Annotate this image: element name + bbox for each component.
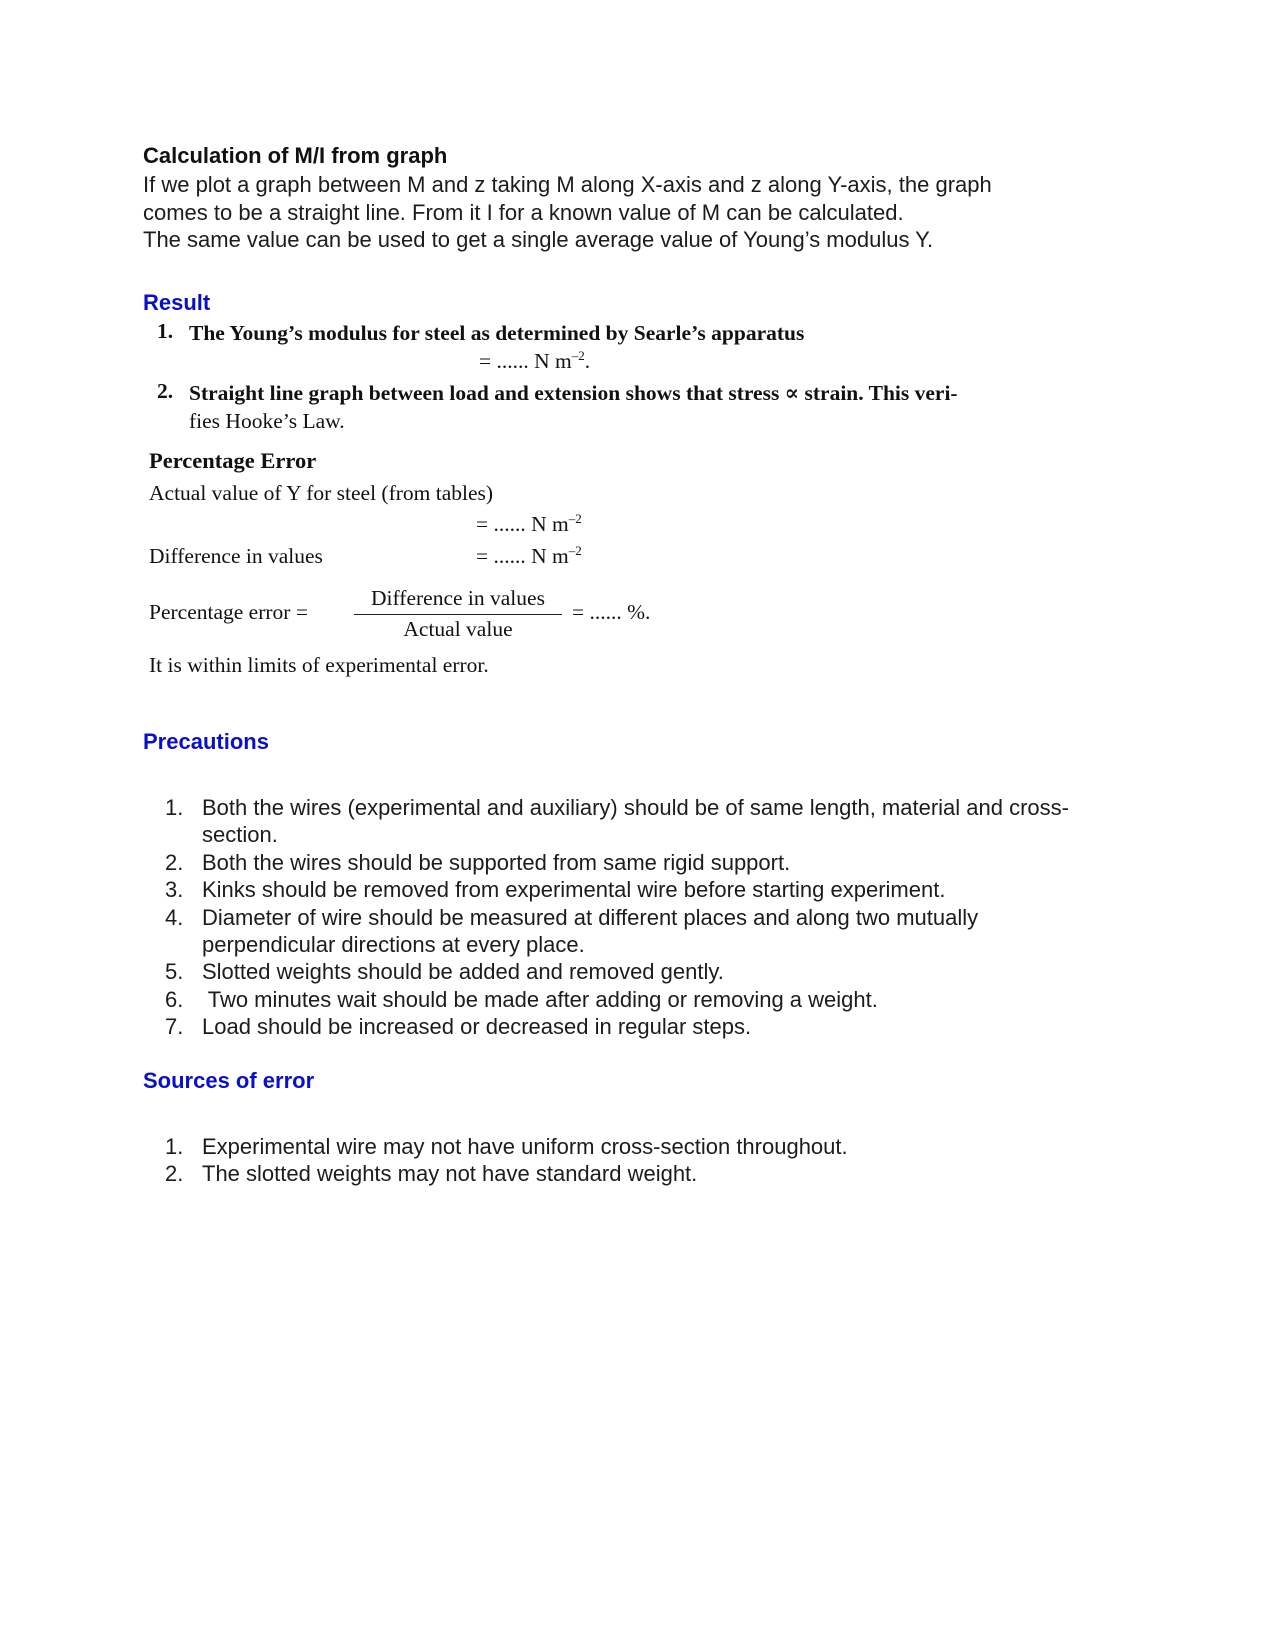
formula-label: Percentage error = xyxy=(149,600,308,624)
formula-denominator: Actual value xyxy=(403,617,513,641)
list-item: 4. Diameter of wire should be measured at different places and along two mutually perpendicular directions at every place. xyxy=(165,904,979,958)
sources-of-error-list xyxy=(165,1133,1085,1188)
result-item-number: 1. xyxy=(157,319,174,343)
list-item: 3. Kinks should be removed from experimental wire before starting experiment. xyxy=(165,877,946,903)
calculation-line: The same value can be used to get a single average value of Young’s modulus Y. xyxy=(143,227,934,252)
result-item-text: Straight line graph between load and extension shows that stress ∝ strain. This veri- xyxy=(189,381,958,405)
calculation-paragraph xyxy=(143,171,1103,254)
percentage-error-heading: Percentage Error xyxy=(149,448,317,473)
result-item-text: The Young’s modulus for steel as determined by Searle’s apparatus xyxy=(189,321,805,345)
calculation-line: If we plot a graph between M and z taking M along X-axis and z along Y-axis, the graph xyxy=(143,172,992,197)
actual-value: = ...... N $m^{-2}$ xyxy=(476,510,582,536)
difference-value: = ...... N $m^{-2}$ xyxy=(476,542,582,568)
conclusion-text: It is within limits of experimental error. xyxy=(149,653,489,677)
list-item: 5. Slotted weights should be added and removed gently. xyxy=(165,959,724,985)
list-item: 2. Both the wires should be supported from same rigid support. xyxy=(165,849,791,875)
precautions-heading: Precautions xyxy=(143,729,269,754)
result-item-number: 2. xyxy=(157,379,174,403)
formula-numerator: Difference in values xyxy=(354,586,562,615)
formula-fraction xyxy=(354,586,562,642)
formula-result: = ...... %. xyxy=(572,600,651,624)
result-item-value: = ...... N $m^{-2}$. xyxy=(479,347,591,373)
list-item: 6. Two minutes wait should be made after adding or removing a weight. xyxy=(165,986,878,1012)
precautions-list xyxy=(165,794,1085,1041)
result-heading: Result xyxy=(143,290,211,315)
result-item-text-cont: fies Hooke’s Law. xyxy=(189,409,345,433)
calculation-line: comes to be a straight line. From it I for a known value of M can be calculated. xyxy=(143,199,904,225)
difference-label: Difference in values xyxy=(149,544,323,568)
calculation-heading: Calculation of M/I from graph xyxy=(143,143,448,168)
list-item: 1. Both the wires (experimental and auxiliary) should be of same length, material and cross-section. xyxy=(165,795,1069,848)
list-item: 7. Load should be increased or decreased in regular steps. xyxy=(165,1014,752,1040)
list-item: 2. The slotted weights may not have standard weight. xyxy=(165,1161,698,1187)
actual-value-label: Actual value of Y for steel (from tables) xyxy=(149,481,494,505)
list-item: 1. Experimental wire may not have uniform cross-section throughout. xyxy=(165,1134,848,1159)
sources-of-error-heading: Sources of error xyxy=(143,1068,315,1093)
